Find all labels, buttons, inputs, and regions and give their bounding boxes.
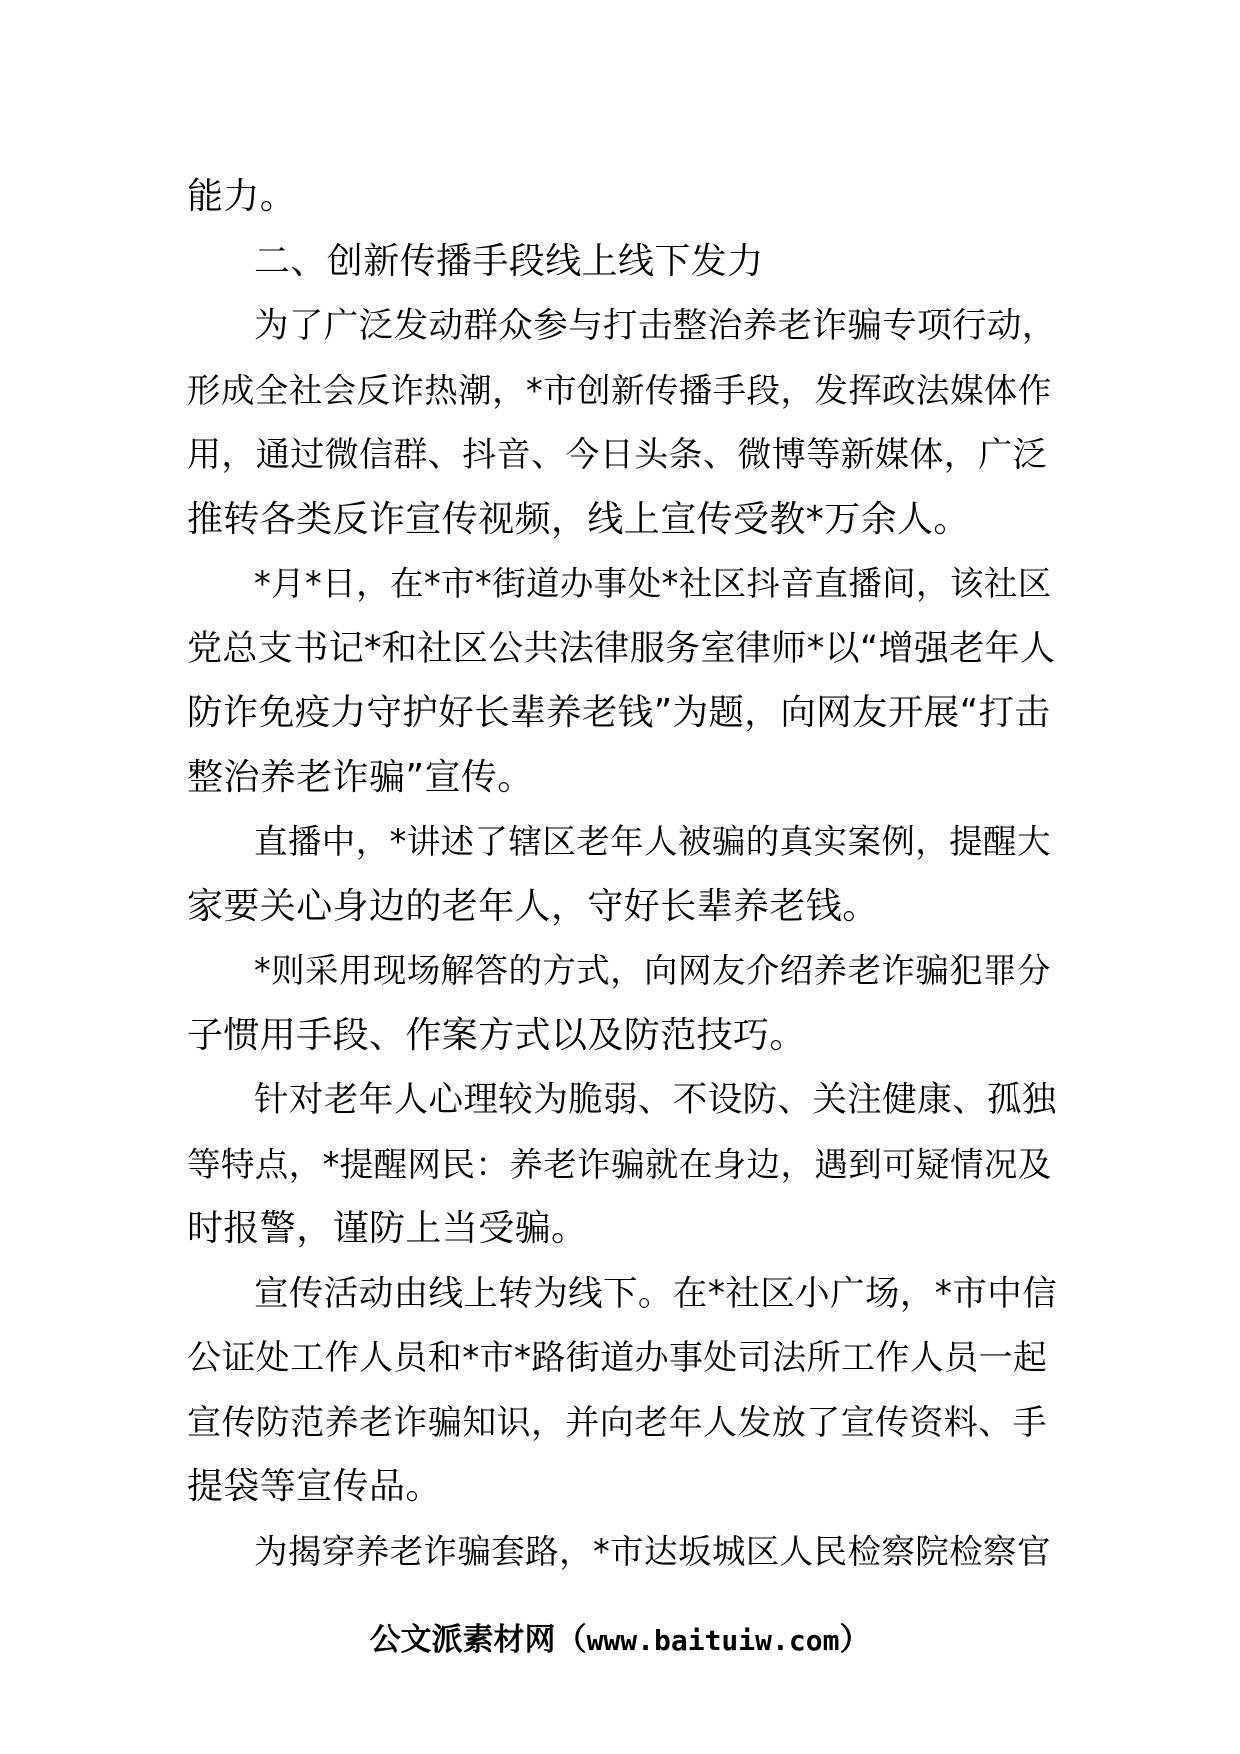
text-line: 家要关心身边的老年人，守好长辈养老钱。 <box>187 885 879 927</box>
text-line: *月*日，在*市*街道办事处*社区抖音直播间，该社区 <box>254 564 1052 603</box>
text-line: 防诈免疫力守护好长辈养老钱”为题，向网友开展“打击 <box>187 692 1051 733</box>
text-line: 公证处工作人员和*市*路街道办事处司法所工作人员一起 <box>187 1338 1048 1378</box>
text-line: 党总支书记*和社区公共法律服务室律师*以“增强老年人 <box>187 628 1056 669</box>
text-line: 用，通过微信群、抖音、今日头条、微博等新媒体，广泛 <box>187 435 1047 475</box>
text-line: 二、创新传播手段线上线下发力 <box>254 240 764 282</box>
text-line: 为揭穿养老诈骗套路，*市达坂城区人民检察院检察官 <box>254 1531 1051 1571</box>
text-line: 等特点，*提醒网民：养老诈骗就在身边，遇到可疑情况及 <box>187 1144 1052 1184</box>
document-body <box>187 165 1059 1584</box>
text-line: *则采用现场解答的方式，向网友介绍养老诈骗犯罪分 <box>254 951 1051 990</box>
text-line: 推转各类反诈宣传视频，线上宣传受教*万余人。 <box>187 498 970 540</box>
footer-close-paren: ） <box>839 1622 871 1658</box>
text-line: 子惯用手段、作案方式以及防范技巧。 <box>187 1014 806 1056</box>
text-line: 为了广泛发动群众参与打击整治养老诈骗专项行动， <box>254 306 1057 346</box>
text-line: 整治养老诈骗”宣传。 <box>187 756 534 798</box>
footer-open-paren: （ <box>555 1622 587 1658</box>
footer-site-name: 公文派素材网 <box>369 1622 556 1658</box>
text-line: 能力。 <box>187 176 297 217</box>
text-line: 宣传活动由线上转为线下。在*社区小广场，*市中信 <box>254 1273 1058 1314</box>
text-line: 提袋等宣传品。 <box>187 1466 442 1507</box>
text-line: 针对老年人心理较为脆弱、不设防、关注健康、孤独 <box>254 1080 1057 1120</box>
text-line: 直播中，*讲述了辖区老年人被骗的真实案例，提醒大 <box>254 822 1051 861</box>
text-line: 时报警，谨防上当受骗。 <box>187 1208 588 1249</box>
text-line: 形成全社会反诈热潮，*市创新传播手段，发挥政法媒体作 <box>187 370 1052 410</box>
text-line: 宣传防范养老诈骗知识，并向老年人发放了宣传资料、手 <box>187 1402 1047 1443</box>
footer-watermark <box>0 1614 1240 1659</box>
footer-site-url[interactable]: www.baituiw.com <box>586 1624 840 1657</box>
